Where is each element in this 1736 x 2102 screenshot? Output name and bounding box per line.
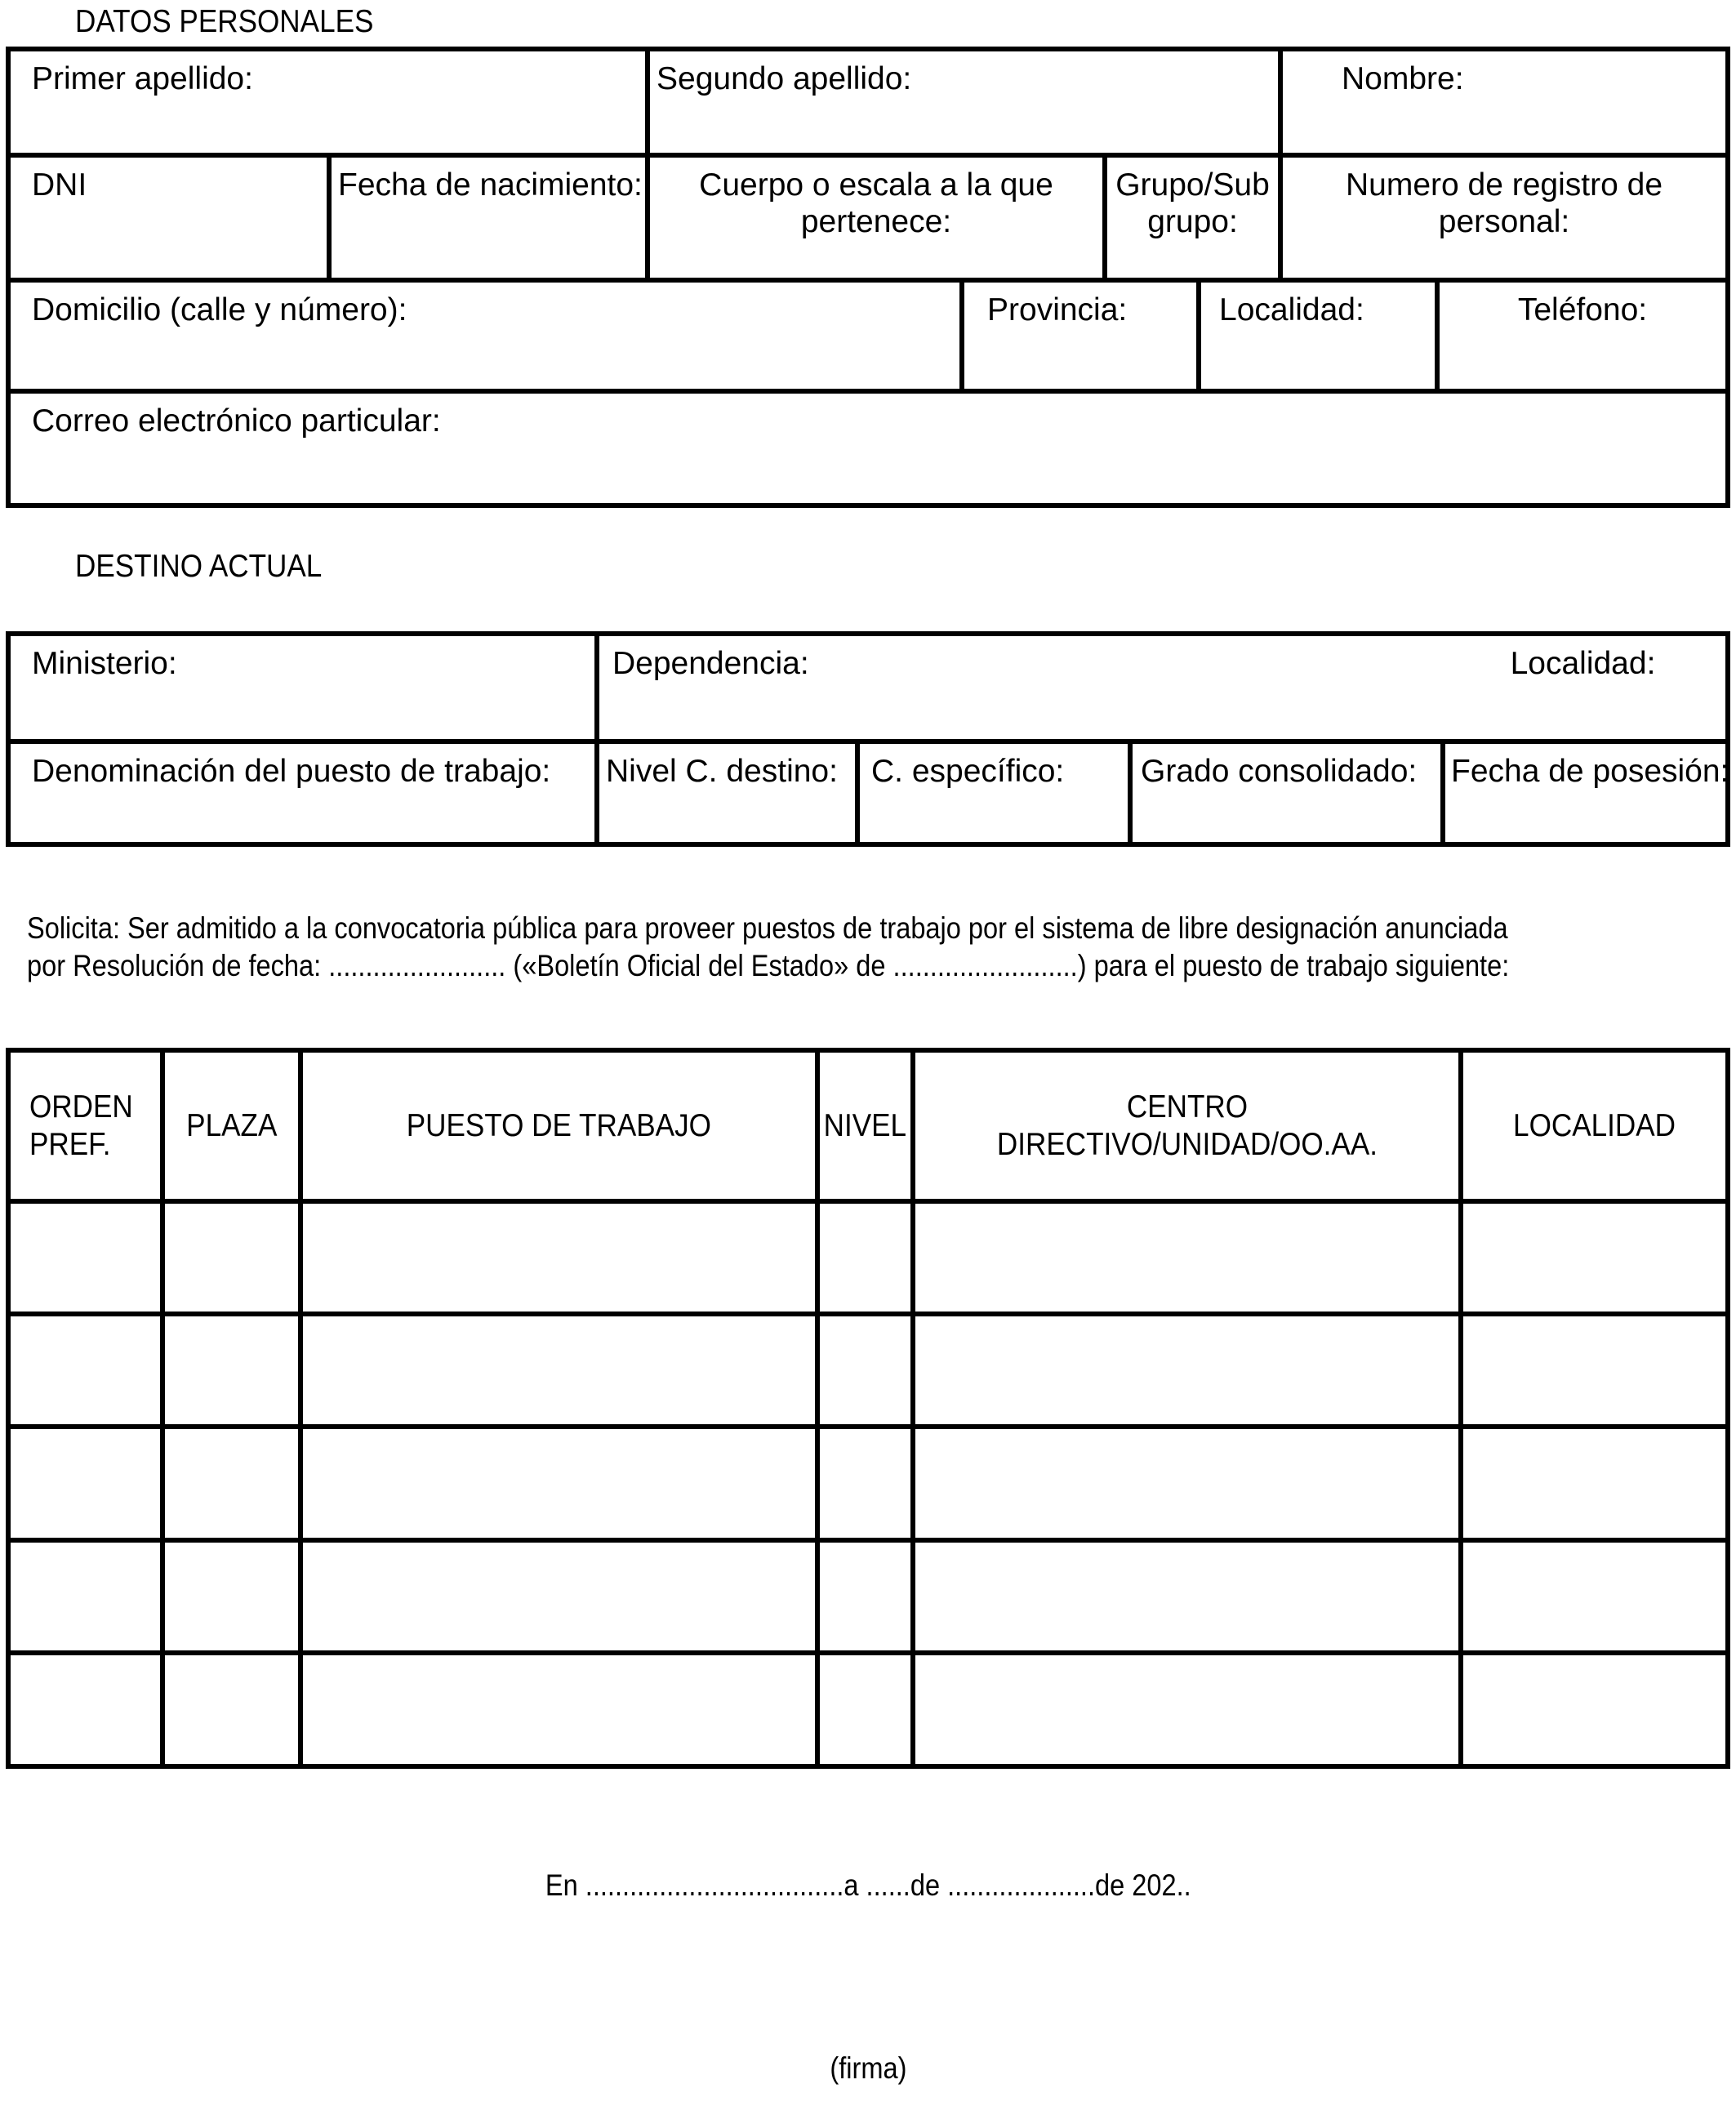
table-header-row — [6, 1053, 1730, 1204]
denominacion-puesto-label: Denominación del puesto de trabajo: — [32, 754, 551, 789]
empty-cell-orden — [6, 1655, 160, 1764]
header-plaza — [160, 1053, 298, 1199]
empty-cell-centro — [910, 1204, 1458, 1312]
empty-cell-plaza — [160, 1429, 298, 1538]
header-localidad — [1458, 1053, 1730, 1199]
c-especifico-label: C. específico: — [871, 754, 1065, 789]
empty-cell-centro — [910, 1655, 1458, 1764]
field-denominacion-puesto — [6, 744, 594, 842]
empty-cell-nivel — [815, 1543, 910, 1650]
empty-cell-orden — [6, 1543, 160, 1650]
date-line-text: En ...................................a ......de ....................de 202.. — [545, 1868, 1191, 1902]
cuerpo-escala-label: Cuerpo o escala a la que pertenece: — [699, 167, 1053, 239]
header-nivel — [815, 1053, 910, 1199]
grado-consolidado-label: Grado consolidado: — [1141, 754, 1418, 789]
section-title-datos-personales — [75, 3, 407, 41]
empty-cell-plaza — [160, 1316, 298, 1424]
field-dependencia — [594, 636, 1440, 739]
destino-actual-table — [6, 631, 1730, 847]
table-row — [6, 1316, 1730, 1429]
correo-label: Correo electrónico particular: — [32, 403, 441, 439]
empty-cell-puesto — [298, 1655, 815, 1764]
nombre-label: Nombre: — [1342, 61, 1464, 96]
field-localidad — [1196, 283, 1435, 389]
section-title-destino-actual-label: DESTINO ACTUAL — [75, 549, 323, 584]
signature-line — [0, 2050, 1736, 2087]
solicita-line-1-text: Solicita: Ser admitido a la convocatoria pública para proveer puestos de trabajo por el sistema de libre designación anunciada — [27, 911, 1508, 945]
table-row — [6, 1655, 1730, 1769]
field-nombre — [1278, 51, 1730, 153]
nivel-destino-label: Nivel C. destino: — [606, 754, 838, 789]
header-nivel-label: NIVEL — [823, 1107, 907, 1143]
destino-localidad-label: Localidad: — [1510, 646, 1656, 681]
table-row — [6, 1429, 1730, 1543]
field-telefono — [1435, 283, 1730, 389]
header-plaza-label: PLAZA — [185, 1107, 278, 1143]
header-orden-pref-label: ORDEN PREF. — [29, 1089, 133, 1162]
header-centro-directivo-label — [996, 1089, 1377, 1164]
solicita-line-1 — [27, 910, 1712, 947]
primer-apellido-label: Primer apellido: — [32, 61, 253, 96]
header-centro-line-1: CENTRO — [1126, 1089, 1248, 1124]
empty-cell-plaza — [160, 1655, 298, 1764]
empty-cell-nivel — [815, 1429, 910, 1538]
field-fecha-nacimiento — [327, 158, 645, 278]
empty-cell-localidad — [1458, 1655, 1730, 1764]
field-fecha-posesion — [1440, 744, 1730, 842]
empty-cell-orden — [6, 1316, 160, 1424]
table-row — [6, 158, 1730, 283]
header-orden-pref — [6, 1053, 160, 1199]
header-localidad-label: LOCALIDAD — [1513, 1107, 1676, 1143]
field-cuerpo-escala — [645, 158, 1102, 278]
grupo-subgrupo-label: Grupo/Sub grupo: — [1115, 167, 1270, 239]
fecha-posesion-label: Fecha de posesión: — [1451, 754, 1729, 789]
empty-cell-localidad — [1458, 1543, 1730, 1650]
solicita-paragraph — [27, 910, 1712, 985]
ministerio-label: Ministerio: — [32, 646, 177, 681]
header-centro-line-2: DIRECTIVO/UNIDAD/OO.AA. — [996, 1126, 1378, 1162]
segundo-apellido-label: Segundo apellido: — [657, 61, 912, 96]
signature-label: (firma) — [829, 2051, 907, 2085]
fecha-nacimiento-label: Fecha de nacimiento: — [338, 167, 643, 203]
provincia-label: Provincia: — [987, 292, 1128, 327]
telefono-label: Teléfono: — [1517, 292, 1648, 327]
field-grupo-subgrupo — [1102, 158, 1278, 278]
empty-cell-puesto — [298, 1316, 815, 1424]
table-row — [6, 1204, 1730, 1316]
field-numero-registro — [1278, 158, 1730, 278]
empty-cell-localidad — [1458, 1204, 1730, 1312]
section-title-destino-actual — [75, 548, 349, 586]
section-title-datos-personales-label: DATOS PERSONALES — [75, 4, 374, 39]
field-primer-apellido — [6, 51, 645, 153]
field-domicilio — [6, 283, 959, 389]
empty-cell-centro — [910, 1316, 1458, 1424]
empty-cell-puesto — [298, 1429, 815, 1538]
field-provincia — [959, 283, 1196, 389]
header-centro-directivo — [910, 1053, 1458, 1199]
puestos-table — [6, 1048, 1730, 1769]
empty-cell-orden — [6, 1204, 160, 1312]
table-row — [6, 283, 1730, 394]
localidad-label: Localidad: — [1219, 292, 1364, 327]
field-grado-consolidado — [1128, 744, 1440, 842]
empty-cell-plaza — [160, 1543, 298, 1650]
empty-cell-centro — [910, 1429, 1458, 1538]
empty-cell-nivel — [815, 1204, 910, 1312]
solicita-line-2-text: por Resolución de fecha: ........................ («Boletín Oficial del Estado» de .........................) para el puesto de trabajo siguiente: — [27, 949, 1510, 982]
field-ministerio — [6, 636, 594, 739]
domicilio-label: Domicilio (calle y número): — [32, 292, 407, 327]
field-destino-localidad — [1440, 636, 1730, 739]
empty-cell-nivel — [815, 1316, 910, 1424]
datos-personales-table — [6, 47, 1730, 508]
table-row — [6, 636, 1730, 744]
solicita-line-2 — [27, 947, 1712, 985]
dni-label: DNI — [32, 167, 87, 203]
table-row — [6, 51, 1730, 158]
empty-cell-plaza — [160, 1204, 298, 1312]
date-line — [0, 1867, 1736, 1904]
header-puesto-de-trabajo-label: PUESTO DE TRABAJO — [406, 1107, 712, 1143]
field-dni — [6, 158, 327, 278]
empty-cell-orden — [6, 1429, 160, 1538]
table-row — [6, 1543, 1730, 1655]
empty-cell-puesto — [298, 1543, 815, 1650]
header-puesto-de-trabajo — [298, 1053, 815, 1199]
empty-cell-nivel — [815, 1655, 910, 1764]
empty-cell-centro — [910, 1543, 1458, 1650]
numero-registro-label: Numero de registro de personal: — [1345, 167, 1663, 239]
table-row — [6, 744, 1730, 847]
field-c-especifico — [855, 744, 1128, 842]
empty-cell-localidad — [1458, 1429, 1730, 1538]
empty-cell-puesto — [298, 1204, 815, 1312]
empty-cell-localidad — [1458, 1316, 1730, 1424]
field-nivel-destino — [594, 744, 855, 842]
field-correo — [6, 394, 1730, 503]
table-row — [6, 394, 1730, 508]
field-segundo-apellido — [645, 51, 1278, 153]
dependencia-label: Dependencia: — [612, 646, 809, 681]
